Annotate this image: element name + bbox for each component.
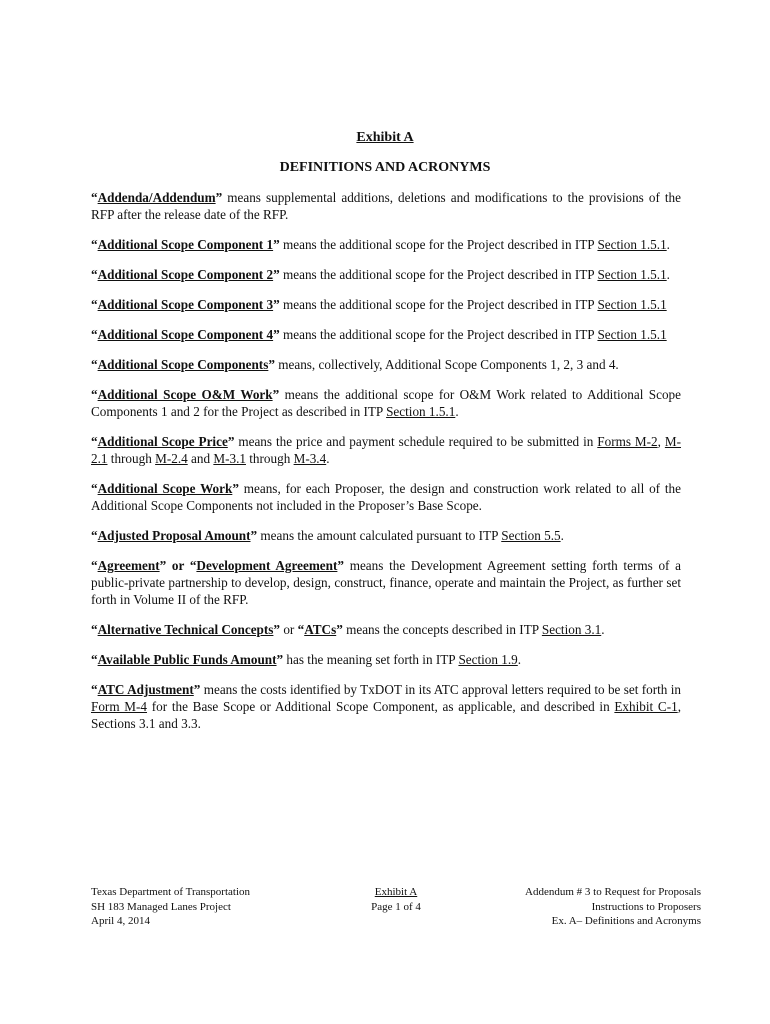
definition-text: means the additional scope for the Project described in ITP [279, 267, 598, 282]
defined-term-wrapper [304, 622, 336, 637]
term-quote: ” [336, 622, 343, 637]
definition-text: . [560, 528, 564, 543]
cross-reference: Section 5.5 [501, 528, 561, 543]
definition-text: . [326, 451, 330, 466]
cross-reference: Form M-4 [91, 699, 148, 714]
exhibit-label: Exhibit A [356, 130, 414, 145]
cross-reference: M-3.1 [213, 451, 246, 466]
definition-text: . [666, 267, 670, 282]
definition-paragraph [91, 480, 681, 514]
term-quote: ” [272, 387, 280, 402]
cross-reference: M-2.4 [155, 451, 188, 466]
term-quote: ” [273, 237, 280, 252]
defined-term: Additional Scope Component 4 [97, 327, 274, 342]
definitions-list [91, 189, 681, 745]
definition-text: . [601, 622, 605, 637]
term-quote: “ [91, 357, 98, 372]
defined-term: Additional Scope Component 2 [97, 267, 274, 282]
defined-term: ATC Adjustment [97, 682, 194, 697]
footer-project: SH 183 Managed Lanes Project [91, 900, 231, 913]
footer-addendum: Addendum # 3 to Request for Proposals [525, 886, 701, 898]
definition-text: has the meaning set forth in ITP [283, 652, 459, 667]
definition-text: and [187, 451, 214, 466]
term-quote: “ [91, 528, 98, 543]
defined-term: Addenda/Addendum [97, 190, 216, 205]
definition-text: means the concepts described in ITP [342, 622, 542, 637]
term-quote: “ [91, 558, 98, 573]
definition-paragraph [91, 386, 681, 420]
definition-text: means the additional scope for O&M Work related to Additional Scope Components 1 and 2 for the Project as described in ITP [91, 387, 681, 419]
term-quote: “ [91, 297, 98, 312]
term-quote: ” [273, 622, 281, 637]
term-quote: ” [193, 682, 201, 697]
defined-term-wrapper [98, 528, 251, 543]
definition-paragraph [91, 557, 681, 608]
definition-text: for the Base Scope or Additional Scope Component, as applicable, and described in [147, 699, 615, 714]
definition-paragraph [91, 236, 681, 253]
footer-agency: Texas Department of Transportation [91, 886, 251, 898]
term-quote: “ [91, 267, 98, 282]
defined-term-wrapper [196, 558, 337, 573]
footer-page-number: Page 1 of 4 [371, 900, 421, 913]
cross-reference: Forms M-2 [597, 434, 658, 449]
defined-term-wrapper [98, 652, 277, 667]
definition-text: means, for each Proposer, the design and construction work related to all of the Additional Scope Components not included in the Proposer’s Base Scope. [91, 481, 681, 513]
defined-term-wrapper [98, 267, 274, 282]
cross-reference: M-2.1 [91, 434, 681, 466]
definition-text: means, collectively, Additional Scope Components 1, 2, 3 and 4. [274, 357, 619, 372]
term-quote: “ [91, 327, 98, 342]
defined-term: Additional Scope Component 3 [97, 297, 274, 312]
cross-reference: Section 1.5.1 [597, 327, 667, 342]
cross-reference: Exhibit C-1 [614, 699, 678, 714]
definition-text: means the additional scope for the Project described in ITP [279, 237, 598, 252]
defined-term-wrapper [98, 237, 274, 252]
defined-term: Additional Scope Components [97, 357, 269, 372]
defined-term-wrapper [98, 327, 274, 342]
term-quote: “ [91, 434, 98, 449]
definition-paragraph [91, 433, 681, 467]
term-quote: “ [91, 622, 98, 637]
term-quote: ” [273, 267, 280, 282]
cross-reference: M-3.4 [293, 451, 327, 466]
definition-text: , Sections 3.1 and 3.3. [91, 699, 681, 731]
definition-text: means the price and payment schedule required to be submitted in [234, 434, 598, 449]
term-quote: ” [232, 481, 239, 496]
defined-term-wrapper [98, 481, 233, 496]
footer-left [91, 885, 321, 929]
term-quote: ” [276, 652, 284, 667]
term-quote: ” [250, 528, 258, 543]
defined-term-wrapper [98, 387, 273, 402]
term-quote: ” [227, 434, 235, 449]
cross-reference: Section 1.5.1 [597, 237, 667, 252]
defined-term: Additional Scope Price [97, 434, 228, 449]
defined-term: Development Agreement [196, 558, 338, 573]
defined-term-wrapper [98, 682, 194, 697]
cross-reference: Section 1.5.1 [597, 267, 667, 282]
defined-term: Agreement [97, 558, 160, 573]
cross-reference: Section 1.5.1 [386, 404, 456, 419]
defined-term-wrapper [98, 357, 269, 372]
defined-term-wrapper [98, 190, 216, 205]
defined-term-wrapper [98, 297, 274, 312]
term-quote: ” [273, 327, 280, 342]
term-quote: ” [273, 297, 280, 312]
term-quote: ” [337, 558, 344, 573]
definition-text: means the additional scope for the Project described in ITP [279, 297, 598, 312]
footer-right [441, 885, 701, 929]
term-quote: “ [91, 387, 98, 402]
definition-text: means the amount calculated pursuant to ITP [257, 528, 502, 543]
definition-text: means the additional scope for the Project described in ITP [279, 327, 598, 342]
definition-paragraph [91, 621, 681, 638]
defined-term: Additional Scope Component 1 [97, 237, 274, 252]
term-quote: “ [91, 190, 98, 205]
cross-reference: Section 3.1 [541, 622, 602, 637]
definition-paragraph [91, 326, 681, 343]
definition-text: means supplemental additions, deletions and modifications to the provisions of the RFP after the release date of the RFP. [91, 190, 681, 222]
term-quote: “ [91, 652, 98, 667]
definition-paragraph [91, 356, 681, 373]
page-title: DEFINITIONS AND ACRONYMS [279, 160, 491, 175]
term-quote: ” [215, 190, 223, 205]
definition-text: means the Development Agreement setting forth terms of a public-private partnership to develop, design, construct, finance, operate and maintain the Project, as further set forth in Volume II of the RFP. [91, 558, 681, 607]
defined-term: Available Public Funds Amount [97, 652, 277, 667]
definition-text: means the costs identified by TxDOT in its ATC approval letters required to be set forth in [200, 682, 681, 697]
footer-section: Instructions to Proposers [591, 900, 701, 913]
definition-text: , [657, 434, 665, 449]
term-quote: “ [91, 481, 98, 496]
defined-term: ATCs [304, 622, 337, 637]
definition-paragraph [91, 651, 681, 668]
definition-text: . [517, 652, 522, 667]
cross-reference: Section 1.5.1 [597, 297, 667, 312]
footer-exhibit-title: Ex. A– Definitions and Acronyms [551, 915, 701, 927]
definition-paragraph [91, 189, 681, 223]
definition-paragraph [91, 681, 681, 732]
defined-term-wrapper [98, 434, 228, 449]
cross-reference: Section 1.9 [458, 652, 518, 667]
term-quote: “ [91, 237, 98, 252]
footer-exhibit: Exhibit A [374, 886, 418, 898]
definition-text: . [666, 237, 670, 252]
definition-text: . [455, 404, 459, 419]
defined-term: Additional Scope O&M Work [97, 387, 273, 402]
definition-paragraph [91, 266, 681, 283]
defined-term-wrapper [98, 558, 160, 573]
defined-term-wrapper [98, 622, 274, 637]
definition-text: or [280, 622, 298, 637]
term-quote: ” [268, 357, 275, 372]
term-quote: “ [91, 682, 98, 697]
defined-term: Alternative Technical Concepts [97, 622, 274, 637]
definition-paragraph [91, 296, 681, 313]
term-quote: “ [297, 622, 305, 637]
term-quote: ” or “ [159, 558, 197, 573]
footer-date: April 4, 2014 [91, 915, 150, 927]
defined-term: Adjusted Proposal Amount [97, 528, 251, 543]
definition-text: through [107, 451, 156, 466]
defined-term: Additional Scope Work [97, 481, 233, 496]
footer-center [341, 885, 451, 914]
definition-text: through [245, 451, 294, 466]
definition-paragraph [91, 527, 681, 544]
